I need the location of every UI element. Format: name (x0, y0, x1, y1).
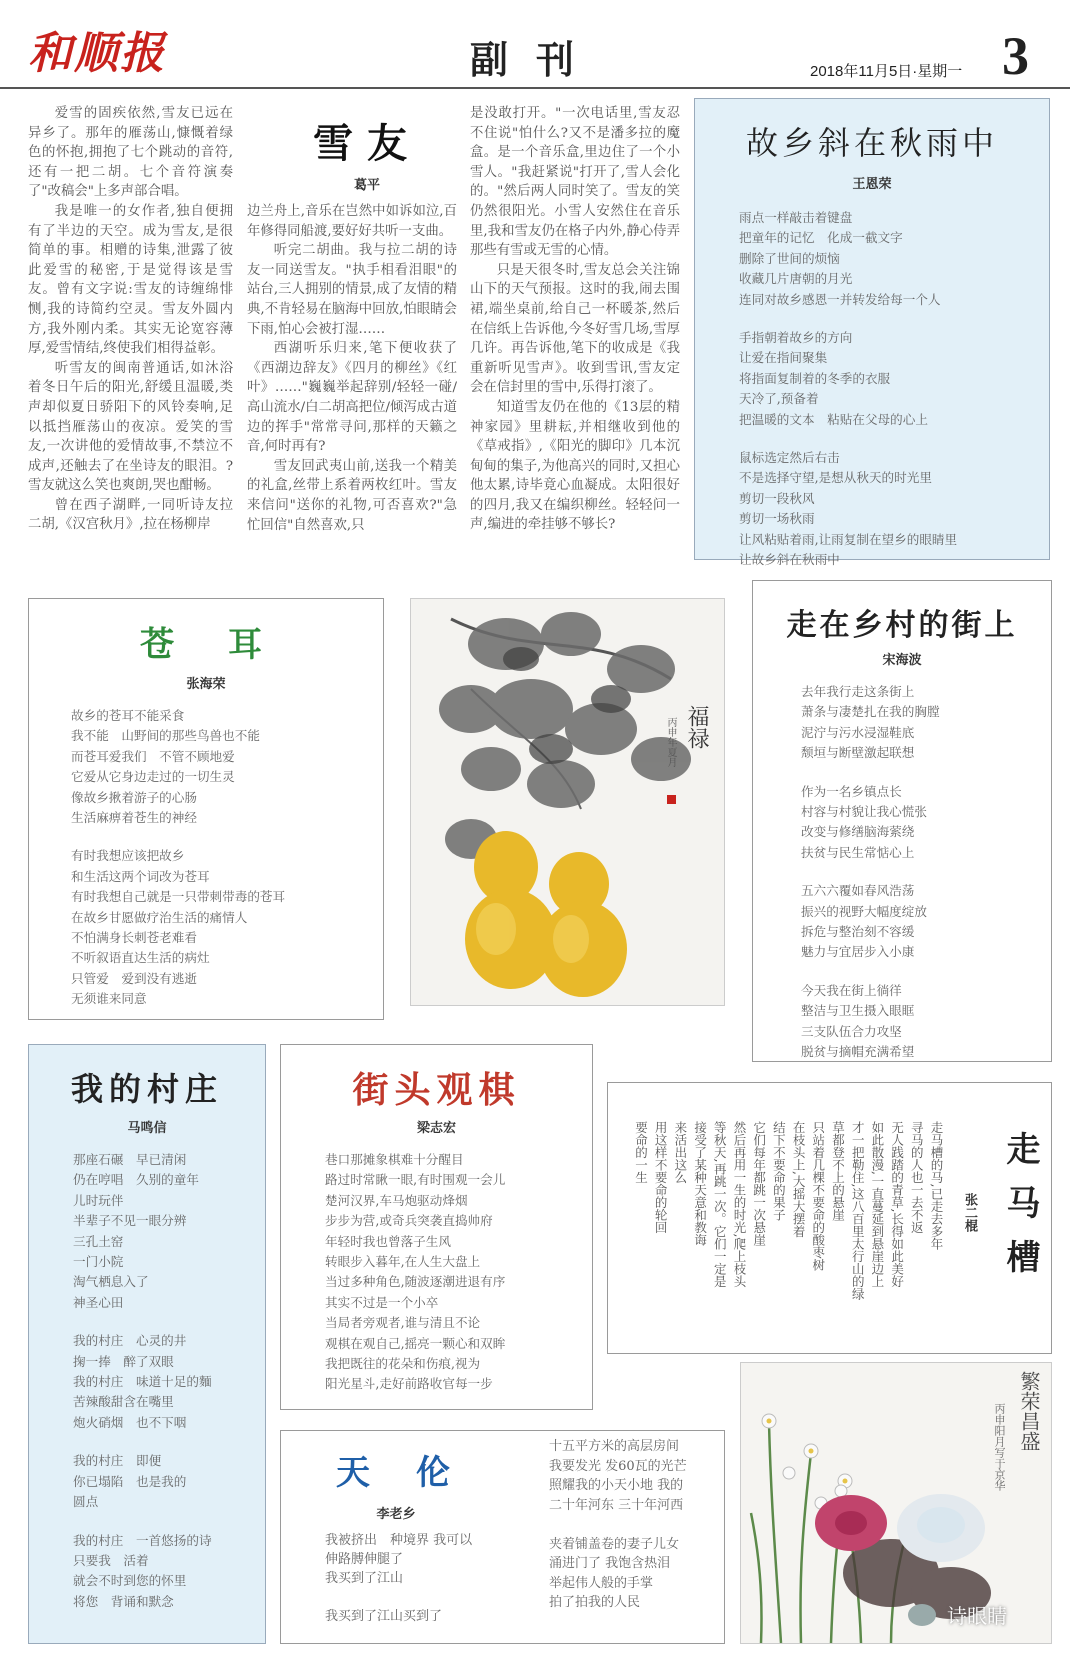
paragraph: 知道雪友仍在他的《13层的精神家园》里耕耘,并相继收到他的《草戒指》,《阳光的脚印》几本沉甸甸的集子,为他高兴的同时,又担心他太累,诗毕竟心血凝成。太阳很好的四月,我又在编织柳丝。轻轻问一声,编进的牵挂够不够长? (470, 399, 680, 533)
poem-line: 照耀我的小天小地 我的 (549, 1478, 684, 1493)
poem-line: 草都登不上的悬崖 (830, 1121, 846, 1221)
wechat-watermark (908, 1600, 1058, 1636)
poem-line: 不听叙语直达生活的病灶 (71, 950, 210, 966)
stanza-gap (801, 963, 1051, 981)
poem-line: 将指面复制着的冬季的衣服 (739, 370, 891, 386)
poem-line: 将您 背诵和默念 (73, 1593, 174, 1609)
poem-title: 走在乡村的街上 (786, 608, 1018, 643)
poem-line: 我买到了江山买到了 (325, 1609, 443, 1624)
article-column-2 (247, 202, 457, 592)
poem-line: 夹着铺盖卷的妻子儿女 (549, 1536, 680, 1552)
poem-line: 举起伟人般的手掌 (549, 1575, 654, 1591)
poem-line: 就会不时到您的怀里 (73, 1573, 187, 1589)
poem-line: 作为一名乡镇点长 (801, 783, 902, 799)
poem-line: 我的村庄 心灵的井 (73, 1333, 187, 1349)
painting-inscription: 福禄 (684, 705, 709, 749)
poem-line: 年轻时我也曾落子生风 (325, 1233, 451, 1249)
poem-body (325, 1150, 592, 1395)
poem-body (801, 682, 1051, 1063)
poem-title: 天 伦 (336, 1453, 456, 1493)
stanza-gap (739, 310, 1049, 328)
poem-line: 把童年的记忆 化成一截文字 (739, 230, 903, 246)
poem-line: 扶贫与民生常惦心上 (801, 844, 915, 860)
poem-line: 和生活这两个词改为苍耳 (71, 868, 210, 884)
masthead-rule (0, 87, 1070, 89)
poem-author: 马鸣信 (127, 1121, 167, 1136)
poem-line: 用这样不要命的轮回 (653, 1121, 669, 1234)
poem-body (739, 208, 1049, 571)
poem-author: 李老乡 (376, 1507, 416, 1522)
poem-body-right (549, 1437, 687, 1613)
issue-date: 2018年11月5日·星期一 (810, 63, 963, 80)
poem-line: 掬一捧 醉了双眼 (73, 1353, 174, 1369)
poem-body (71, 706, 383, 1010)
gourd-painting (410, 598, 725, 1006)
poem-line (325, 1588, 472, 1607)
poem-line: 把温暖的文本 粘贴在父母的心上 (739, 411, 928, 427)
poem-line: 伸路膊伸腿了 (325, 1552, 404, 1567)
poem-line: 我要发光 发60瓦的光芒 (549, 1458, 687, 1474)
poem-line: 它们每年都跳一次悬崖 (751, 1121, 767, 1246)
poem-line (549, 1515, 687, 1535)
poem-line: 仍在哼唱 久别的童年 (73, 1172, 199, 1188)
poem-body (630, 1121, 946, 1341)
poem-title: 苍 耳 (140, 625, 272, 665)
stanza-gap (71, 828, 383, 846)
poem-line: 魅力与宜居步入小康 (801, 944, 915, 960)
poem-line: 只要我 活着 (73, 1552, 149, 1568)
red-seal (667, 795, 676, 804)
poem-author: 宋海波 (882, 653, 922, 668)
poem-box-zouma (607, 1082, 1052, 1354)
poem-line: 然后再用一生的时光,爬上枝头 (731, 1121, 747, 1288)
poem-line: 步步为营,或奇兵突袭直捣帅府 (325, 1213, 493, 1229)
poem-line: 我的村庄 一首悠扬的诗 (73, 1532, 212, 1548)
poem-line: 三支队伍合力攻坚 (801, 1023, 902, 1039)
poem-line: 无须谁来同意 (71, 991, 147, 1007)
poem-line: 我不能 山野间的那些鸟兽也不能 (71, 728, 260, 744)
poem-line: 你已塌陷 也是我的 (73, 1473, 187, 1489)
poem-line: 如此散漫,一直蔓延到悬崖边上 (869, 1121, 885, 1288)
poem-line: 连同对故乡感恩一并转发给每一个人 (739, 291, 941, 307)
article-column-3 (470, 104, 680, 592)
poem-box-cang-er (28, 598, 384, 1020)
poem-box-zouzai (752, 580, 1052, 1062)
poem-line: 要命的一生 (633, 1121, 649, 1184)
poem-body (73, 1150, 265, 1612)
paragraph: 是没敢打开。"一次电话里,雪友忍不住说"怕什么?又不是潘多拉的魔盒。是一个音乐盒,里边住了一个小雪人。"我赶紧说"打开了,雪人会化的。"然后两人同时笑了。雪友的笑仍然很阳光。小雪人安然住在音乐里,我和雪友仍在格子内外,静心侍弄那些有雪或无雪的心情。 (470, 106, 680, 259)
paragraph: 曾在西子湖畔,一同听诗友拉二胡,《汉宫秋月》,拉在杨柳岸 (28, 497, 233, 533)
poem-author: 张二棍 (962, 1193, 977, 1232)
poem-line: 村容与村貌让我心慌张 (801, 804, 927, 820)
poem-line: 只站着几棵不要命的酸枣树 (810, 1121, 826, 1271)
article-author: 葛平 (353, 178, 380, 193)
poem-line: 颓垣与断壁激起联想 (801, 745, 915, 761)
page-number: 3 (1002, 26, 1029, 86)
poem-title: 我的村庄 (70, 1070, 223, 1108)
paragraph: 边兰舟上,音乐在岂然中如诉如泣,百年修得同船渡,要好好共听一支曲。 (247, 204, 457, 239)
poem-line: 我把既往的花朵和伤痕,视为 (325, 1356, 481, 1372)
poem-line: 当过多种角色,随波逐潮进退有序 (325, 1274, 506, 1290)
paragraph: 只是天很冬时,雪友总会关注锦山下的天气预报。这时的我,闹去围裙,端坐桌前,给自己一杯暖茶,然后在信纸上告诉他,今冬好雪几场,雪厚几许。再告诉他,笔下的收成是《我重新听见雪声》。收到雪讯,雪友定会在信封里的雪中,乐得打滚了。 (470, 262, 680, 396)
poem-line: 其实不过是一个小卒 (325, 1294, 439, 1310)
poem-author: 梁志宏 (416, 1121, 456, 1136)
poem-line: 整洁与卫生摄入眼眶 (801, 1003, 915, 1019)
poem-line: 脱贫与摘帽充满希望 (801, 1044, 915, 1060)
stanza-gap (739, 430, 1049, 448)
gourd-painting-art (411, 599, 725, 1006)
poem-line: 剪切一场秋雨 (739, 511, 815, 527)
poem-box-guxiang (694, 98, 1050, 568)
poem-line: 故乡的苍耳不能采食 (71, 708, 185, 723)
poem-author: 张海荣 (186, 677, 226, 692)
poem-line: 无人践踏的青草,长得如此美好 (889, 1121, 905, 1288)
stanza-gap (801, 764, 1051, 782)
poem-line: 等秋天,再跳一次。它们一定是 (712, 1121, 728, 1288)
poem-line: 儿时玩伴 (73, 1192, 124, 1208)
poem-line: 在故乡甘愿做疗治生活的痛情人 (71, 909, 248, 925)
poem-line: 不怕满身长刺苍老难看 (71, 930, 197, 946)
poem-line: 拍了拍我的人民 (549, 1595, 641, 1610)
poem-box-cunzhuang (28, 1044, 266, 1644)
poem-line: 阳光星斗,走好前路收官每一步 (325, 1376, 493, 1392)
poem-line: 圆点 (73, 1494, 99, 1510)
article-title: 雪友 (313, 121, 421, 167)
poem-line: 观棋在观自己,摇亮一颗心和双眸 (325, 1335, 506, 1351)
painting-signature: 丙申年夏月 (665, 717, 676, 767)
watermark-text: 诗眼睛 (947, 1604, 1008, 1628)
poem-line: 在枝头上,大摇大摆着 (791, 1121, 807, 1238)
poem-box-tianlun (280, 1430, 725, 1644)
paragraph: 我是唯一的女作者,独自便拥有了半边的天空。成为雪友,是很简单的事。相赠的诗集,泄露了彼此爱雪的秘密,于是觉得该是雪友。曾有文字说:雪友的诗缠绵悱恻,我的诗简约空灵。雪友外圆内方,我外刚内柔。其实无论宽容薄厚,爱雪情结,终使我们相得益彰。 (28, 203, 233, 357)
poem-line: 剪切一段秋风 (739, 490, 815, 506)
poem-line: 生活麻痹着苍生的神经 (71, 810, 197, 826)
poem-line: 雨点一样敲击着键盘 (739, 210, 853, 225)
poem-line: 路过时常瞅一眼,有时围观一会儿 (325, 1172, 506, 1188)
poem-line: 收藏几片唐朝的月光 (739, 271, 853, 287)
poem-line: 而苍耳爱我们 不管不顾地爱 (71, 748, 235, 764)
poem-line: 拆危与整治刻不容缓 (801, 924, 915, 940)
poem-line: 有时我想应该把故乡 (71, 848, 185, 864)
poem-line: 三孔土窑 (73, 1233, 124, 1249)
poem-line: 楚河汉界,车马炮驱动烽烟 (325, 1192, 468, 1208)
poem-line: 它爱从它身边走过的一切生灵 (71, 769, 235, 785)
paragraph: 西湖听乐归来,笔下便收获了《西湖边辞友》《四月的柳丝》《红叶》……"巍巍举起辞别/轻轻一碰/高山流水/白二胡高把位/倾泻成古道边的挥手"常常寻问,那样的天籁之音,何时再有? (247, 341, 457, 455)
poem-line: 有时我想自己就是一只带刺带毒的苍耳 (71, 889, 286, 905)
poem-line: 我买到了江山 (325, 1571, 404, 1586)
poem-line: 走马槽的马,已走去多年 (929, 1121, 944, 1250)
paragraph: 爱雪的固疾依然,雪友已远在异乡了。那年的雁荡山,慷慨着绿色的怀抱,拥抱了七个跳动的音符,还有一把二胡。七个音符演奏了"改稿会"上多声部合唱。 (28, 106, 233, 200)
poem-line: 让风粘贴着雨,让雨复制在望乡的眼睛里 (739, 531, 958, 547)
poem-title: 街头观棋 (352, 1069, 521, 1111)
painting-signature: 丙申阳月写于京华 (993, 1403, 1006, 1491)
poem-line: 淘气栖息入了 (73, 1274, 149, 1290)
newspaper-logo: 和顺报 (28, 28, 166, 79)
poem-line: 去年我行走这条街上 (801, 684, 915, 699)
poem-line: 振兴的视野大幅度绽放 (801, 903, 927, 919)
poem-line: 转眼步入暮年,在人生大盘上 (325, 1254, 481, 1270)
poem-line: 涌进门了 我饱含热泪 (549, 1556, 671, 1571)
poem-line: 结下不要命的果子 (771, 1121, 787, 1221)
poem-line: 来活出这么 (672, 1121, 688, 1184)
poem-line: 我的村庄 味道十足的麵 (73, 1374, 212, 1390)
poem-line: 那座石碾 早已清闲 (73, 1152, 187, 1167)
poem-line: 炮火硝烟 也不下咽 (73, 1414, 187, 1430)
stanza-gap (801, 863, 1051, 881)
poem-line: 鼠标选定然后右击 (739, 450, 840, 466)
poem-line: 萧条与凄楚扎在我的胸膛 (801, 704, 940, 720)
poem-line: 不是选择守望,是想从秋天的时光里 (739, 470, 932, 486)
poem-box-jietou (280, 1044, 593, 1410)
poem-line: 删除了世间的烦恼 (739, 250, 840, 266)
poem-line: 才一把勒住,这八百里太行山的绿 (850, 1121, 866, 1300)
poem-line: 让故乡斜在秋雨中 (739, 552, 840, 568)
poem-line: 当局者旁观者,谁与清且不论 (325, 1315, 481, 1331)
poem-line: 巷口那摊象棋难十分醒目 (325, 1152, 464, 1167)
poem-line: 今天我在街上徜徉 (801, 982, 902, 998)
poem-body-left (325, 1531, 472, 1626)
poem-line: 一门小院 (73, 1254, 124, 1270)
poem-line: 苦辣酸甜含在嘴里 (73, 1394, 174, 1410)
wechat-icon (908, 1604, 936, 1626)
poem-line: 我被挤出 种境界 我可以 (325, 1533, 473, 1548)
poem-line: 我的村庄 即便 (73, 1453, 162, 1469)
paragraph: 雪友回武夷山前,送我一个精美的礼盒,丝带上系着两枚红叶。雪友来信问"送你的礼物,可否喜欢?"急忙回信"自然喜欢,只 (247, 458, 457, 533)
poem-line: 天冷了,预备着 (739, 391, 819, 407)
poem-title: 故乡斜在秋雨中 (745, 124, 998, 162)
poem-line: 五六六覆如春风浩荡 (801, 883, 915, 899)
poem-line: 泥泞与污水浸湿鞋底 (801, 724, 915, 740)
stanza-gap (73, 1313, 265, 1331)
poem-line: 像故乡揪着游子的心肠 (71, 789, 197, 805)
poem-line: 只管爱 爱到没有逃逝 (71, 970, 197, 986)
paragraph: 听完二胡曲。我与拉二胡的诗友一同送雪友。"执手相看泪眼"的站台,三人拥别的情景,成了友情的精典,不肯轻易在脑海中回放,怕眼睛会下雨,怕心会被打湿…… (247, 243, 457, 337)
poem-line: 寻马的人也一去不返 (909, 1121, 925, 1234)
painting-inscription: 繁荣昌盛 (1017, 1371, 1041, 1451)
stanza-gap (73, 1513, 265, 1531)
stanza-gap (73, 1433, 265, 1451)
poem-line: 让爱在指间聚集 (739, 350, 828, 366)
poem-line: 神圣心田 (73, 1294, 124, 1310)
poem-line: 接受了某种天意和教诲 (692, 1121, 708, 1246)
poem-line: 十五平方米的高层房间 (549, 1439, 680, 1454)
poem-line: 改变与修缮脑海萦绕 (801, 824, 915, 840)
poem-line: 半辈子不见一眼分辨 (73, 1213, 187, 1229)
poem-line: 二十年河东 三十年河西 (549, 1497, 684, 1513)
poem-author: 王恩荣 (852, 177, 892, 192)
section-title: 副刊 (470, 38, 603, 82)
poem-line: 手指朝着故乡的方向 (739, 330, 853, 346)
article-column-1 (28, 104, 233, 592)
paragraph: 听雪友的闽南普通话,如沐浴着冬日午后的阳光,舒缓且温暖,类声却似夏日骄阳下的风铃奏响,足以抵挡雁荡山的夜凉。爱笑的雪友,一次讲他的爱情故事,不禁泣不成声,还触去了在坐诗友的眼泪。?雪友就这么笑也爽朗,哭也酣畅。 (28, 360, 233, 494)
poem-title: 走马槽 (1000, 1131, 1040, 1293)
